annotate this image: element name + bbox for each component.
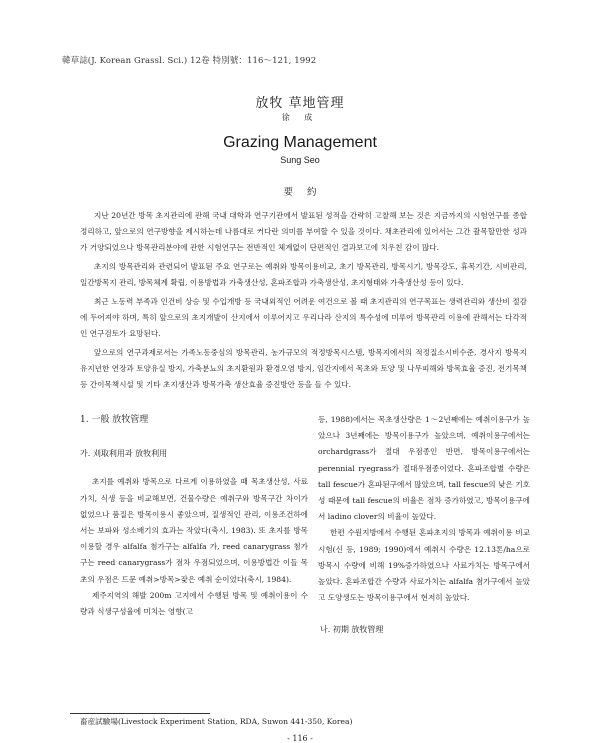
abstract-paragraph: 지난 20년간 방목 초지관리에 관해 국내 대학과 연구기관에서 발표된 성적을 간략히 고찰해 보는 것은 지금까지의 시험연구를 종합정리하고, 앞으로의 연구방향을 제시하는데 나름대로 커다란 의미를 부여할 수 있을 것이다. 채초관리에 있어서는 그간 괄목할만한 성과가 거양되었으나 방목관리분야에 관한 시험연구는 전반적인 체계없이 단편적인 결과보고에 치우친 감이 많다. bbox=[80, 211, 527, 252]
right-column bbox=[318, 412, 530, 639]
author-english: Sung Seo bbox=[280, 155, 320, 165]
subsection-title: 나. 初期 放牧管理 bbox=[320, 625, 384, 635]
body-paragraph: 한편 수원지방에서 수행된 혼파초지의 방목과 예취이용 비교시험(신 등, 1989; 1990)에서 예취시 수량은 12.13톤/ha으로 방목시 수량에 비해 19%증가하였으나 사료가치는 방목구에서 높았다. 혼파조합간 수량과 사료가치는 alfalfa 첨가구에서 높았고 도양생도는 방목이용구에서 현저히 높았다. bbox=[318, 528, 530, 603]
abstract-paragraph: 앞으로의 연구과제로서는 가족노동중심의 방목관리, 농가규모의 적정방목시스템, 방목지에서의 적정질소시비수준, 경사지 방목지 유지년한 연장과 토양유실 방지, 가축분뇨의 초지환원과 환경오염 방지, 임간지에서 목초와 토양 및 나무피해와 방목효율 증진, 전기목책 등 간이목책시설 및 기타 초지생산과 방목가축 생산효율 증진방안 등을 들 수 있다. bbox=[80, 348, 527, 389]
abstract-paragraph: 최근 노동력 부족과 인건비 상승 및 수입개방 등 국내외적인 어려운 여건으로 볼 때 초지관리의 연구목표는 생력관리와 생산비 절감에 두어져야 하며, 특히 앞으로의 초지개발이 산지에서 이루어지고 우리나라 산지의 특수성에 미루어 방목관리 이용에 관해서는 다각적인 연구검토가 요망된다. bbox=[80, 297, 527, 338]
body-paragraph: 등, 1988)에서는 목초생산량은 1～2년째에는 예취이용구가 높았으나 3년째에는 방목이용구가 높았으며, 예취이용구에서는 orchardgrass가 절대 우점종인 반면, 방목이용구에서는 perennial ryegrass가 절대우점종이었다. 혼파조합별 수량은 tall fescue가 혼파된구에서 많았으며, tall fescue의 낮은 기호성 때문에 tall fescue의 비율은 점차 증가하였고, 방목이용구에서 ladino clover의 비율이 높았다. bbox=[318, 415, 530, 522]
body-paragraph: 제주지역의 해발 200m 고지에서 수행된 방목 및 예취이용이 수량과 식생구성율에 미치는 영향(고 bbox=[80, 590, 308, 617]
author-korean: 徐 成 bbox=[281, 113, 319, 122]
title-korean: 放牧 草地管理 bbox=[255, 96, 345, 111]
body-paragraph: 초지를 예취와 방목으로 다르게 이용하였을 때 목초생산성, 사료가치, 식생 등을 비교해보면, 건물수량은 예취구와 방목구간 차이가 없었으나 품질은 방목이용시 좋았으며, 질생적인 관리, 이용조건하에서는 보파와 성소배기의 효과는 작았다(축시, 1983). 또 초지를 방목이용할 경우 alfalfa 첨가구는 alfalfa 가, reed canarygrass 첨가구는 reed canarygrass가 점차 우점되었으며, 이용방법간 이들 목초의 우점은 드문 예취>방목>잦은 예취 순이었다(축시, 1984). bbox=[80, 477, 308, 584]
affiliation-footnote: 畜産試驗場(Livestock Experiment Station, RDA, Suwon 441-350, Korea) bbox=[80, 717, 353, 726]
title-english: Grazing Management bbox=[223, 134, 377, 151]
abstract-body bbox=[80, 208, 527, 396]
subsection-title: 가. 刈取利用과 放牧利用 bbox=[80, 449, 168, 459]
left-column bbox=[80, 412, 308, 620]
journal-citation: 韓草誌(J. Korean Grassl. Sci.) 12卷 特別號：116～121, 1992 bbox=[62, 56, 317, 66]
section-title: 1. 一般 放牧管理 bbox=[80, 415, 149, 425]
abstract-paragraph: 초지의 방목관리와 관련되어 발표된 주요 연구로는 예취와 방목이용비교, 초기 방목관리, 방목시기, 방목강도, 휴목기간, 시비관리, 일간방목지 관리, 방목체계 확립, 이용방법과 가축생산성, 혼파조합과 가축생산성, 초지형태와 가축생산성 등이 있다. bbox=[80, 262, 527, 287]
page-number: - 116 - bbox=[287, 734, 313, 743]
footnote-divider bbox=[70, 713, 210, 714]
abstract-heading: 要約 bbox=[283, 187, 331, 198]
